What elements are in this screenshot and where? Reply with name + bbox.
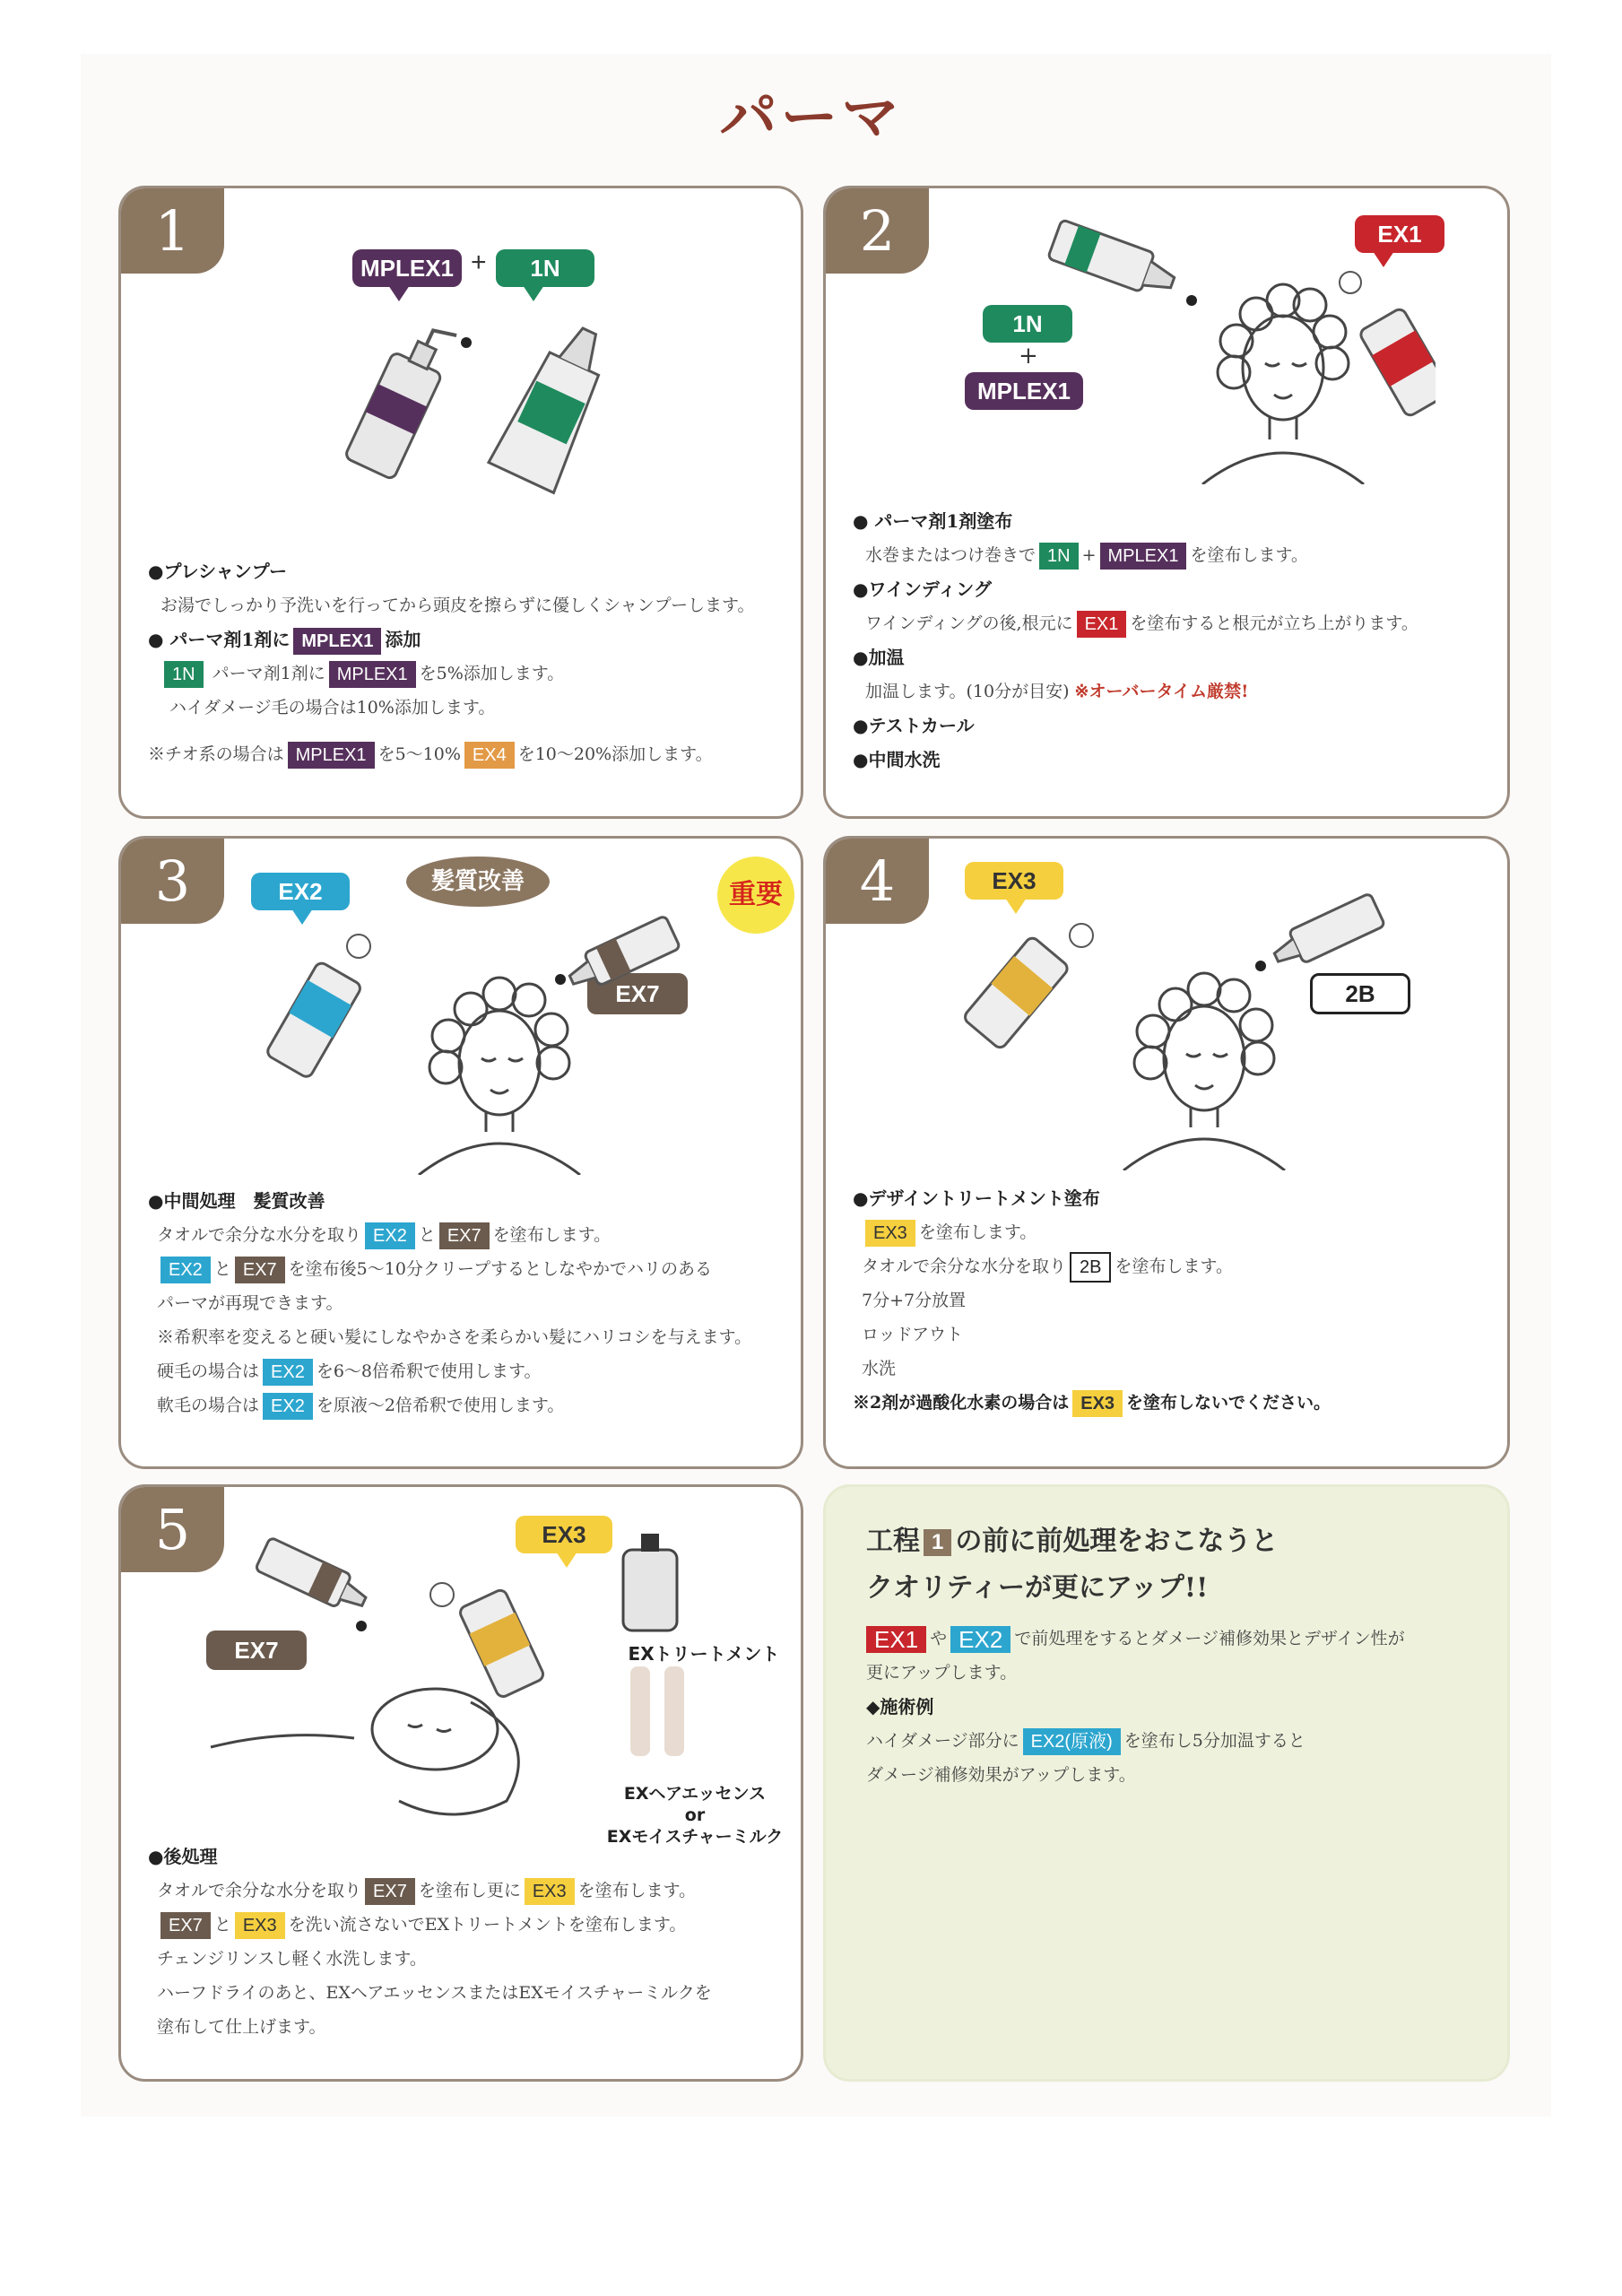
- text-line: ※希釈率を変えると硬い髪にしなやかさを柔らかい髪にハリコシを与えます。: [157, 1327, 752, 1347]
- step-1-text: [148, 554, 785, 771]
- text-line: タオルで余分な水分を取り EX2 と EX7 を塗布します。: [148, 1218, 789, 1252]
- bubble-ex7: EX7: [206, 1631, 307, 1670]
- text-line: EX7 と EX3 を洗い流さないでEXトリートメントを塗布します。: [148, 1908, 789, 1942]
- bottle-illustration-icon: [345, 305, 632, 502]
- important-badge: 重要: [717, 857, 794, 934]
- heading-design-treatment: ●デザイントリートメント塗布: [853, 1187, 1100, 1209]
- heading-test-curl: ●テストカール: [853, 715, 975, 736]
- tag-ex2: EX2: [160, 1257, 211, 1283]
- tag-1n: 1N: [1039, 543, 1079, 570]
- text-line: 更にアップします。: [866, 1663, 1018, 1683]
- bubble-1n: 1N: [496, 249, 594, 287]
- text-line: ハイダメージ部分に EX2(原液) を塗布し5分加温すると: [866, 1724, 1494, 1758]
- text-note: ※チオ系の場合は MPLEX1 を5～10% EX4 を10～20%添加します。: [148, 737, 785, 771]
- tag-ex3: EX3: [1072, 1390, 1123, 1417]
- step-4-text: [853, 1181, 1494, 1420]
- text-line: ロッドアウト: [862, 1325, 964, 1344]
- tag-ex7: EX7: [365, 1878, 415, 1905]
- text-line: お湯でしっかり予洗いを行ってから頭皮を擦らずに優しくシャンプーします。: [160, 596, 755, 615]
- warning-text: ※オーバータイム厳禁!: [1074, 682, 1249, 701]
- text-line: ワインディングの後,根元に EX1 を塗布すると根元が立ち上がります。: [853, 606, 1494, 640]
- panel-step-4: [823, 836, 1510, 1469]
- step-number: 2: [826, 188, 929, 274]
- oval-hair-improvement: 髪質改善: [406, 857, 550, 907]
- woman-with-curlers-icon: [256, 888, 704, 1175]
- tag-mplex1: MPLEX1: [329, 661, 416, 688]
- step-3-text: [148, 1184, 789, 1422]
- plus-sign: +: [1019, 343, 1038, 370]
- tip-text: [866, 1622, 1494, 1792]
- heading-example: ◆施術例: [866, 1696, 934, 1718]
- text-line: 7分+7分放置: [862, 1291, 967, 1310]
- tag-ex7: EX7: [235, 1257, 285, 1283]
- tag-ex3: EX3: [865, 1220, 915, 1247]
- tag-ex2: EX2: [950, 1626, 1010, 1653]
- text-line: EX2 と EX7 を塗布後5～10分クリープするとしなやかでハリのある: [148, 1252, 789, 1286]
- panel-step-3: [118, 836, 803, 1469]
- label-ex-essence: EXヘアエッセンス or EXモイスチャーミルク: [606, 1784, 784, 1847]
- text-line: パーマが再現できます。: [157, 1293, 343, 1313]
- bubble-mplex1: MPLEX1: [965, 372, 1083, 410]
- text-line: 硬毛の場合は EX2 を6～8倍希釈で使用します。: [148, 1354, 789, 1388]
- woman-with-curlers-icon: [1041, 215, 1436, 484]
- tag-mplex1: MPLEX1: [288, 742, 375, 769]
- heading-preshampoo: ●プレシャンプー: [148, 561, 288, 582]
- heading-rinse: ●中間水洗: [853, 749, 941, 770]
- text-note: ※2剤が過酸化水素の場合は EX3 を塗布しないでください。: [853, 1386, 1494, 1420]
- bubble-ex2: EX2: [251, 873, 350, 910]
- tag-2b: 2B: [1070, 1252, 1111, 1283]
- tag-ex7: EX7: [160, 1912, 211, 1939]
- tag-ex2: EX2: [263, 1393, 313, 1420]
- label-ex-treatment: EXトリートメント: [628, 1643, 780, 1665]
- text-line: タオルで余分な水分を取り EX7 を塗布し更に EX3 を塗布します。: [148, 1874, 789, 1908]
- text-line: 軟毛の場合は EX2 を原液～2倍希釈で使用します。: [148, 1388, 789, 1422]
- plus-sign: +: [471, 248, 487, 277]
- panel-pretreatment-tip: [823, 1484, 1510, 2082]
- bubble-ex3: EX3: [516, 1516, 612, 1553]
- bubble-mplex1: MPLEX1: [352, 249, 462, 287]
- woman-with-curlers-icon: [960, 883, 1409, 1170]
- text-line: EX1 や EX2 で前処理をするとダメージ補修効果とデザイン性が: [866, 1622, 1494, 1656]
- text-line: タオルで余分な水分を取り 2B を塗布します。: [853, 1249, 1494, 1283]
- panel-step-2: [823, 186, 1510, 819]
- tag-ex1: EX1: [866, 1626, 926, 1653]
- step-number: 3: [121, 839, 224, 924]
- text-line: ダメージ補修効果がアップします。: [866, 1765, 1136, 1785]
- tag-mplex1: MPLEX1: [1100, 543, 1187, 570]
- tag-ex3: EX3: [525, 1878, 575, 1905]
- text-line: 加温します。(10分が目安) ※オーバータイム厳禁!: [865, 682, 1249, 701]
- tag-mplex1: MPLEX1: [293, 628, 381, 655]
- heading-winding: ●ワインディング: [853, 578, 992, 600]
- tag-ex1: EX1: [1077, 611, 1127, 638]
- text-line: 水巻またはつけ巻きで 1N + MPLEX1 を塗布します。: [853, 538, 1494, 572]
- tag-1n: 1N: [164, 661, 204, 688]
- tag-ex3: EX3: [235, 1912, 285, 1939]
- bubble-ex3: EX3: [965, 862, 1063, 900]
- step-2-text: [853, 504, 1494, 777]
- tip-headline: 工程 1 の前に前処理をおこなうと クオリティーが更にアップ!!: [866, 1526, 1279, 1604]
- text-line: 水洗: [862, 1359, 897, 1378]
- tag-ex4: EX4: [464, 742, 515, 769]
- step-number: 4: [826, 839, 929, 924]
- bubble-2b: 2B: [1310, 973, 1410, 1014]
- text-line: ハイダメージ毛の場合は10%添加します。: [169, 698, 496, 718]
- heading-middle-treatment: ●中間処理 髪質改善: [148, 1190, 325, 1212]
- bubble-1n: 1N: [983, 305, 1072, 343]
- heading-add-mplex: ● パーマ剤1剤に MPLEX1 添加: [148, 622, 785, 657]
- step-number: 5: [121, 1487, 224, 1572]
- tag-step-1: 1: [924, 1529, 951, 1556]
- bubble-ex7: EX7: [587, 973, 688, 1014]
- text-line: 塗布して仕上げます。: [157, 2017, 326, 2037]
- text-line: ハーフドライのあと、EXヘアエッセンスまたはEXモイスチャーミルクを: [157, 1983, 712, 2003]
- page-title: パーマ: [719, 84, 903, 152]
- panel-step-5: [118, 1484, 803, 2082]
- step-number: 1: [121, 188, 224, 274]
- text-line: 1N パーマ剤1剤に MPLEX1 を5%添加します。: [148, 657, 785, 691]
- heading-apply-1: ● パーマ剤1剤塗布: [853, 510, 1013, 532]
- tag-ex7: EX7: [439, 1222, 490, 1249]
- tag-ex2: EX2: [365, 1222, 415, 1249]
- text-line: EX3 を塗布します。: [853, 1215, 1494, 1249]
- tag-ex2: EX2: [263, 1359, 313, 1386]
- heading-heat: ●加温: [853, 647, 905, 668]
- panel-step-1: [118, 186, 803, 819]
- step-5-text: [148, 1839, 789, 2044]
- text-line: チェンジリンスし軽く水洗します。: [157, 1949, 427, 1969]
- bubble-ex1: EX1: [1355, 215, 1444, 253]
- tag-ex2-undiluted: EX2(原液): [1023, 1728, 1121, 1755]
- heading-after-treatment: ●後処理: [148, 1846, 218, 1867]
